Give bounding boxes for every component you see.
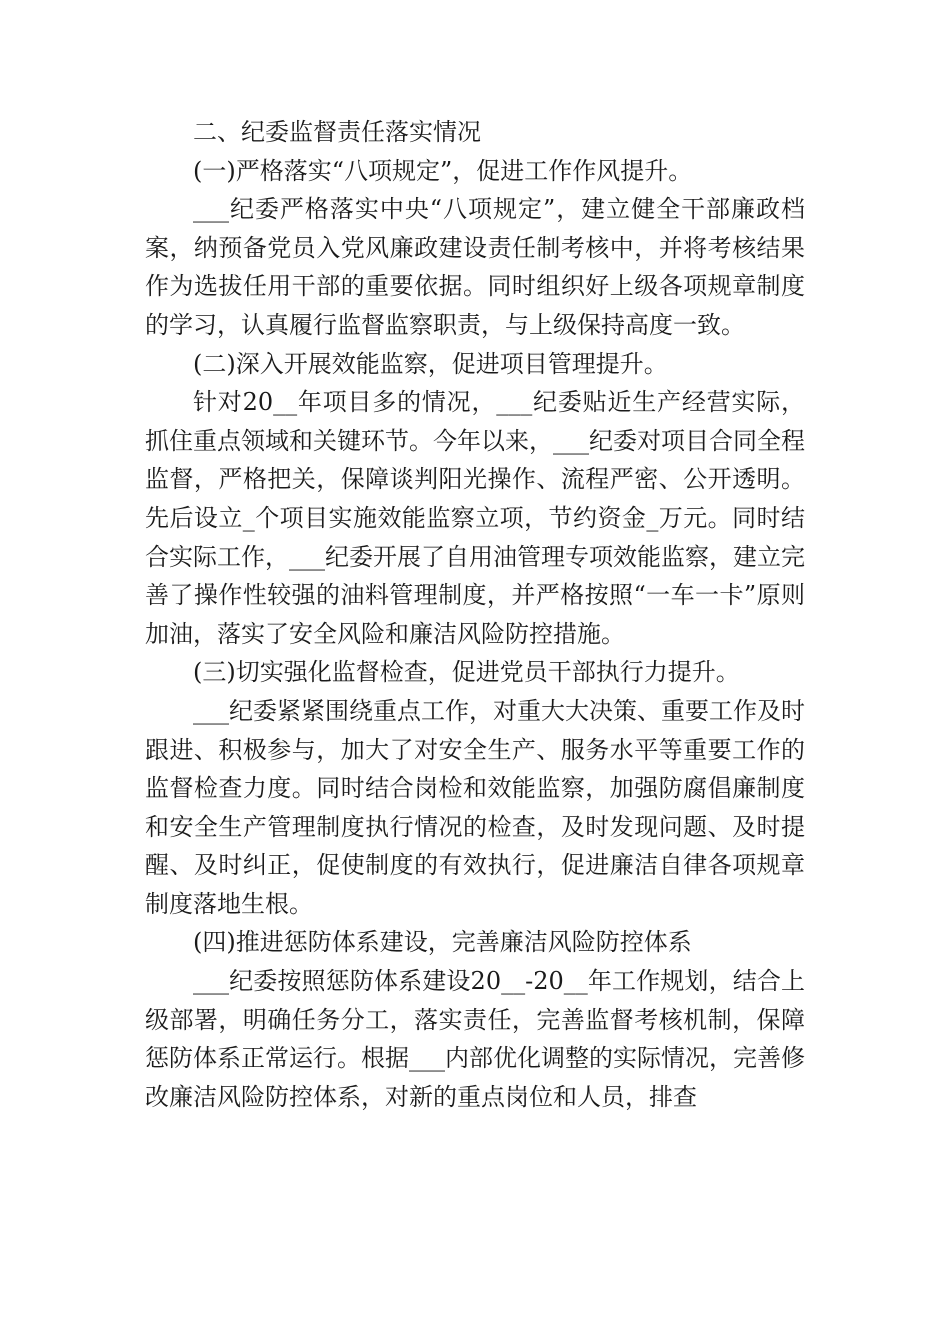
subsection-heading-3: (三)切实强化监督检查，促进党员干部执行力提升。: [193, 658, 740, 687]
document-body: [145, 113, 805, 1116]
body-paragraph-1: ___纪委严格落实中央“八项规定”，建立健全干部廉政档案，纳预备党员入党风廉政建设责任制考核中，并将考核结果作为选拔任用干部的重要依据。同时组织好上级各项规章制度的学习，认真履行监督监察职责，与上级保持高度一致。: [145, 195, 805, 339]
subsection-heading-2: (二)深入开展效能监察，促进项目管理提升。: [193, 349, 668, 378]
body-paragraph-3: ___纪委紧紧围绕重点工作，对重大大决策、重要工作及时跟进、积极参与，加大了对安全生产、服务水平等重要工作的监督检查力度。同时结合岗检和效能监察，加强防腐倡廉制度和安全生产管理制度执行情况的检查，及时发现问题、及时提醒、及时纠正，促使制度的有效执行，促进廉洁自律各项规章制度落地生根。: [145, 696, 805, 918]
subsection-heading-4: (四)推进惩防体系建设，完善廉洁风险防控体系: [193, 928, 692, 957]
body-paragraph-4: ___纪委按照惩防体系建设20__-20__年工作规划，结合上级部署，明确任务分工，落实责任，完善监督考核机制，保障惩防体系正常运行。根据___内部优化调整的实际情况，完善修改廉洁风险防控体系，对新的重点岗位和人员，排查: [145, 967, 805, 1111]
subsection-heading-1: (一)严格落实“八项规定”，促进工作作风提升。: [193, 156, 693, 185]
body-paragraph-2: 针对20__年项目多的情况，___纪委贴近生产经营实际，抓住重点领域和关键环节。今年以来，___纪委对项目合同全程监督，严格把关，保障谈判阳光操作、流程严密、公开透明。先后设立_个项目实施效能监察立项，节约资金_万元。同时结合实际工作，___纪委开展了自用油管理专项效能监察，建立完善了操作性较强的油料管理制度，并严格按照“一车一卡”原则加油，落实了安全风险和廉洁风险防控措施。: [145, 388, 805, 648]
section-title: 二、纪委监督责任落实情况: [193, 118, 481, 146]
